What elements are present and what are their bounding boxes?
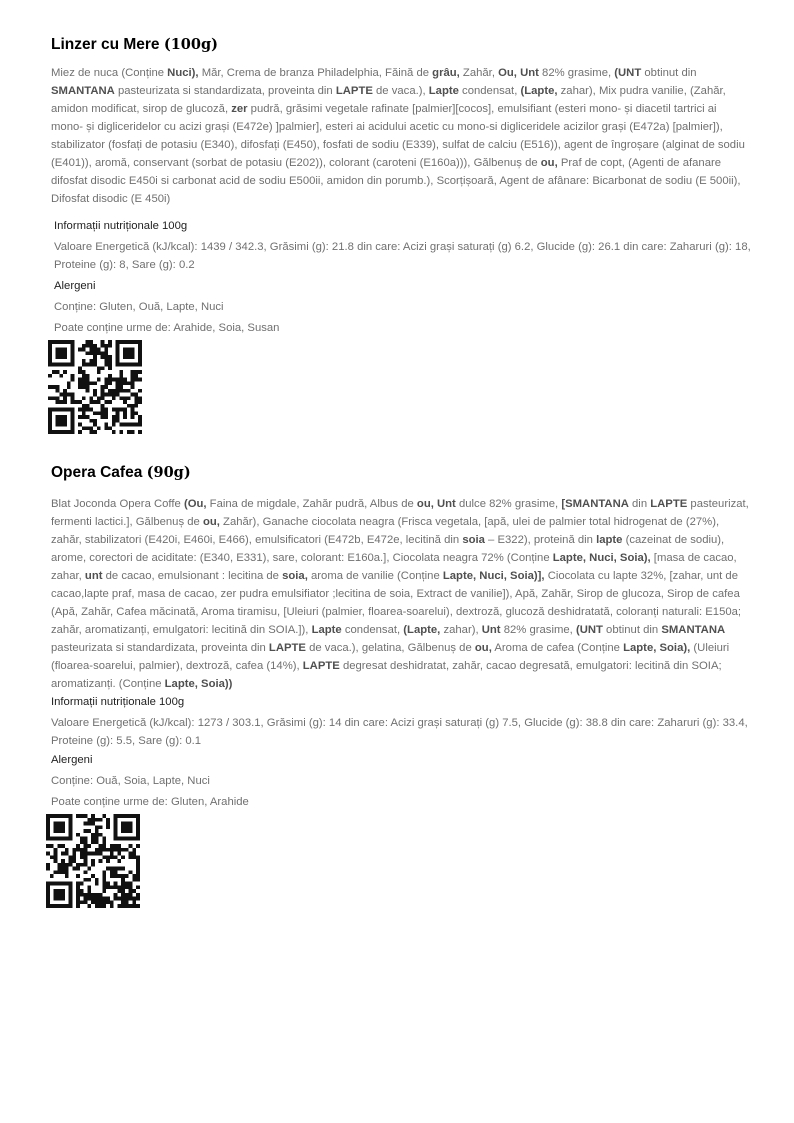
product-weight: (100g) [163,36,218,53]
allergen-highlight: [SMANTANA [561,498,629,510]
ingredient-text: 82% grasime, [500,624,576,636]
allergen-highlight: LAPTE [650,498,688,510]
allergen-highlight: SMANTANA [51,85,115,97]
allergens-title: Alergeni [54,280,96,292]
ingredient-text: Aroma de cafea (Conține [491,642,624,654]
nutrition-title: Informații nutriționale 100g [51,696,185,708]
allergen-highlight: ou, [540,157,558,169]
allergen-highlight: lapte [596,534,623,546]
allergen-highlight: Unt [481,624,501,636]
allergen-highlight: Lapte, Soia), [623,642,691,654]
ingredient-text: (cazeinat de sodiu), arome, corectori de aciditate: (E340, E331), sare, colorant: E160a.], Ciocolata neagra 72% (Conține [51,534,725,564]
ingredient-text: aroma de vanilie (Conține [307,570,443,582]
ingredients-text [51,64,751,208]
ingredient-text: zahar), [440,624,482,636]
allergen-highlight: Lapte, Soia)) [164,678,233,690]
allergen-highlight: (UNT [614,67,642,79]
ingredient-text: Zahăr), Ganache ciocolata neagra (Frisca vegetala, [apă, ulei de palmier total hidrogenat de (27%), zahăr, stabilizatori (E420i, E460i, E466), emulsificatori (E472b, E472e, lecitină din [51,516,720,546]
ingredient-text: zahar), Mix pudra vanilie, (Zahăr, amidon modificat, sirop de glucoză, [51,85,726,115]
ingredient-text: condensat, [341,624,404,636]
ingredient-text: [masa de cacao, zahar, [51,552,737,582]
ingredient-text: Miez de nuca (Conține [51,67,168,79]
ingredient-text: de cacao, emulsionant : lecitina de [102,570,283,582]
ingredient-text: Zahăr, [459,67,499,79]
allergens-contains: Conține: Ouă, Soia, Lapte, Nuci [51,775,210,787]
allergen-highlight: grâu, [432,67,460,79]
ingredient-text: dulce 82% grasime, [455,498,562,510]
ingredient-text: degresat deshidratat, zahăr, cacao degresată, emulgatori: lecitină din SOIA; aromatizanți. (Conține [51,660,722,690]
ingredients-text [51,495,751,693]
allergen-highlight: Lapte, Nuci, Soia), [552,552,651,564]
ingredient-text: pudră, grăsimi vegetale rafinate [palmier][cocos], emulsifiant (esteri mono- și diacetil tartrici ai mono- și digliceridelor cu acizi grași (E472e) ]palmier], esteri ai acidului acetic cu mono-si digliceridele acizilor grași (E472a) [palmier]), stabilizator (fosfați de potasiu (E340), difosfați (E450), fosfati de sodiu (E339), sulfat de calciu (E516)), agent de îngroșare (alginat de sodiu (E401)), aromă, conservant (sorbat de potasiu (E202)), colorant (caroteni (E160a))), Gălbenuș de [51,103,745,169]
allergen-highlight: SMANTANA [661,624,726,636]
ingredient-text: pasteurizata si standardizata, proveinta din [51,642,269,654]
ingredient-text: condensat, [458,85,521,97]
allergen-highlight: LAPTE [268,642,306,654]
allergen-highlight: ou, [474,642,492,654]
ingredient-text: obtinut din [602,624,662,636]
product-title [51,462,751,484]
allergen-highlight: Nuci), [167,67,199,79]
product-opera-cafea [51,462,751,908]
ingredient-text: Praf de copt, (Agenti de afanare difosfat disodic E450i si carbonat acid de sodiu E500ii, amidon din porumb.), Scorțișoară, Agent de afânare: Bicarbonat de sodiu (E 500ii), Difosfat disodic (E 450i) [51,157,741,205]
allergen-highlight: (Lapte, [403,624,441,636]
allergen-highlight: LAPTE [335,85,373,97]
ingredient-text: – E322), proteină din [484,534,597,546]
product-title [51,34,751,56]
allergens-may-contain: Poate conține urme de: Gluten, Arahide [51,796,249,808]
ingredient-text: 82% grasime, [538,67,615,79]
ingredient-text: Ciocolata cu lapte 32%, [zahar, unt de cacao,lapte praf, masa de cacao, zer pudra emulsifiator ;lecitina de soia, Extract de vanilie]), Apă, Zahăr, Sirop de glucoza, Sirop de cafea (Apă, Zahăr, Cafea măcinată, Aroma tiramisu, [Uleiuri (palmier, floarea-soarelui), dextroză, glucoză deshidratată, coloranți naturali: E150a; zahăr, aromatizanți, emulgatori: lecitină din SOIA.]), [51,570,742,636]
allergens-may-contain: Poate conține urme de: Arahide, Soia, Susan [54,322,280,334]
ingredient-text: pasteurizata si standardizata, proveinta din [114,85,336,97]
allergen-highlight: unt [84,570,103,582]
allergens-title: Alergeni [51,754,93,766]
nutrition-values: Valoare Energetică (kJ/kcal): 1439 / 342.3, Grăsimi (g): 21.8 din care: Acizi grași saturați (g) 6.2, Glucide (g): 26.1 din care: Zaharuri (g): 18, Proteine (g): 8, Sare (g): 0.2 [54,241,751,271]
product-name: Linzer cu Mere [51,36,160,53]
ingredient-text: (Uleiuri (floarea-soarelui, palmier), dextroză, cafea (14%), [51,642,730,672]
allergen-highlight: Lapte [428,85,459,97]
allergen-highlight: Ou, Unt [498,67,539,79]
allergen-highlight: zer [231,103,248,115]
allergen-highlight: soia, [282,570,308,582]
allergen-highlight: Lapte, Nuci, Soia)], [442,570,545,582]
allergen-highlight: Lapte [311,624,342,636]
qr-code-icon[interactable] [46,814,140,908]
allergen-highlight: ou, Unt [416,498,456,510]
allergen-highlight: (UNT [575,624,603,636]
allergens-contains: Conține: Gluten, Ouă, Lapte, Nuci [54,301,224,313]
ingredient-text: de vaca.), [372,85,429,97]
ingredient-text: din [628,498,651,510]
product-weight: (90g) [146,464,191,481]
allergen-highlight: (Lapte, [520,85,558,97]
allergen-highlight: ou, [202,516,220,528]
allergen-highlight: LAPTE [302,660,340,672]
ingredient-text: Faina de migdale, Zahăr pudră, Albus de [206,498,417,510]
product-name: Opera Cafea [51,464,143,481]
qr-code-icon[interactable] [48,340,142,434]
ingredient-text: Măr, Crema de branza Philadelphia, Făină de [198,67,433,79]
ingredient-text: Blat Joconda Opera Coffe [51,498,184,510]
allergen-highlight: soia [462,534,485,546]
ingredient-text: pasteurizat, fermenti lactici.], Gălbenuș de [51,498,749,528]
product-linzer-cu-mere [51,34,751,434]
ingredient-text: obtinut din [641,67,697,79]
allergen-highlight: (Ou, [183,498,207,510]
ingredient-text: de vaca.), gelatina, Gălbenuș de [305,642,475,654]
nutrition-title: Informații nutriționale 100g [54,220,188,232]
nutrition-values: Valoare Energetică (kJ/kcal): 1273 / 303.1, Grăsimi (g): 14 din care: Acizi grași saturați (g) 7.5, Glucide (g): 38.8 din care: Zaharuri (g): 33.4, Proteine (g): 5.5, Sare (g): 0.1 [51,717,748,747]
